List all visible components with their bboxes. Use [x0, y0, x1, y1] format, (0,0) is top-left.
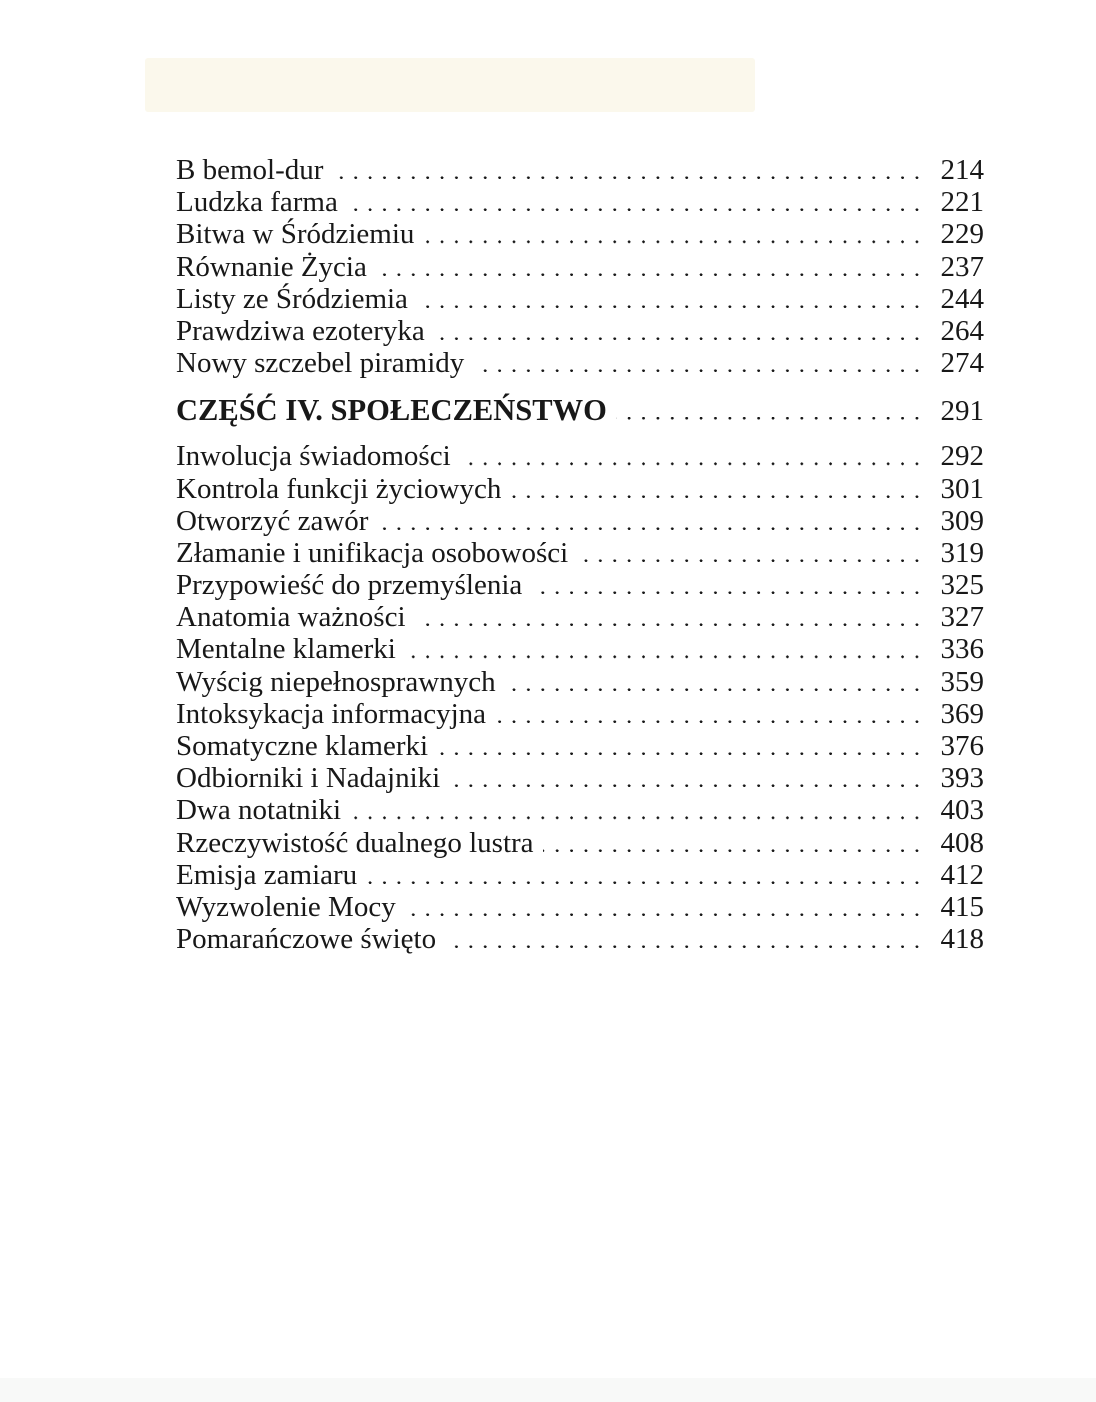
toc-entry-title: Pomarańczowe święto	[176, 923, 445, 955]
toc-entry-page-number: 291	[920, 394, 984, 428]
toc-entry-page-number: 319	[920, 537, 984, 569]
toc-entry-row	[176, 633, 984, 665]
toc-entry-page-number: 214	[920, 154, 984, 186]
toc-entry-title: Wyścig niepełnosprawnych	[176, 666, 505, 698]
toc-entry-row	[176, 505, 984, 537]
toc-entry-page-number: 393	[920, 762, 984, 794]
toc-entry-row	[176, 440, 984, 472]
toc-entry-title: Przypowieść do przemyślenia	[176, 569, 531, 601]
toc-entry-title: Mentalne klamerki	[176, 633, 405, 665]
toc-entry-page-number: 221	[920, 186, 984, 218]
toc-entry-title: Inwolucja świadomości	[176, 440, 460, 472]
toc-entry-row	[176, 730, 984, 762]
toc-entry-title: Kontrola funkcji życiowych	[176, 473, 510, 505]
toc-entry-page-number: 403	[920, 794, 984, 826]
toc-list	[176, 154, 984, 955]
toc-entry-row	[176, 537, 984, 569]
toc-entry-title: Listy ze Śródziemia	[176, 283, 417, 315]
toc-entry-page-number: 376	[920, 730, 984, 762]
toc-entry-page-number: 292	[920, 440, 984, 472]
toc-entry-page-number: 369	[920, 698, 984, 730]
toc-entry-row	[176, 569, 984, 601]
toc-entry-row	[176, 859, 984, 891]
toc-entry-row	[176, 762, 984, 794]
toc-entry-page-number: 274	[920, 347, 984, 379]
toc-entry-page-number: 301	[920, 473, 984, 505]
toc-entry-row	[176, 154, 984, 186]
toc-entry-page-number: 309	[920, 505, 984, 537]
toc-entry-page-number: 408	[920, 827, 984, 859]
toc-entry-row	[176, 891, 984, 923]
toc-entry-row	[176, 666, 984, 698]
toc-entry-title: Prawdziwa ezoteryka	[176, 315, 434, 347]
toc-entry-row	[176, 347, 984, 379]
scan-artifact-top	[145, 58, 755, 112]
toc-entry-row	[176, 251, 984, 283]
toc-entry-title: Wyzwolenie Mocy	[176, 891, 405, 923]
toc-entry-title: Anatomia ważności	[176, 601, 415, 633]
toc-entry-title: Odbiorniki i Nadajniki	[176, 762, 449, 794]
toc-entry-row	[176, 315, 984, 347]
toc-entry-page-number: 237	[920, 251, 984, 283]
toc-entry-title: Dwa notatniki	[176, 794, 350, 826]
toc-entry-title: Równanie Życia	[176, 251, 376, 283]
toc-entry-page-number: 325	[920, 569, 984, 601]
toc-entry-page-number: 229	[920, 218, 984, 250]
toc-entry-page-number: 415	[920, 891, 984, 923]
toc-entry-page-number: 264	[920, 315, 984, 347]
toc-entry-page-number: 418	[920, 923, 984, 955]
toc-entry-row	[176, 186, 984, 218]
toc-entry-title: Złamanie i unifikacja osobowości	[176, 537, 577, 569]
toc-entry-row	[176, 601, 984, 633]
toc-entry-row	[176, 827, 984, 859]
toc-entry-row	[176, 283, 984, 315]
toc-entry-row	[176, 473, 984, 505]
toc-entry-page-number: 412	[920, 859, 984, 891]
toc-entry-title: Ludzka farma	[176, 186, 347, 218]
toc-entry-title: Rzeczywistość dualnego lustra	[176, 827, 543, 859]
toc-entry-row	[176, 794, 984, 826]
toc-entry-title: Nowy szczebel piramidy	[176, 347, 473, 379]
toc-entry-row	[176, 923, 984, 955]
toc-entry-page-number: 336	[920, 633, 984, 665]
scan-artifact-bottom	[0, 1378, 1096, 1402]
toc-entry-page-number: 359	[920, 666, 984, 698]
toc-entry-title: Bitwa w Śródziemiu	[176, 218, 423, 250]
toc-entry-title: Somatyczne klamerki	[176, 730, 437, 762]
toc-entry-page-number: 327	[920, 601, 984, 633]
toc-section-heading-title: CZĘŚĆ IV. SPOŁECZEŃSTWO	[176, 393, 616, 427]
toc-entry-title: Otworzyć zawór	[176, 505, 377, 537]
toc-entry-row	[176, 218, 984, 250]
toc-entry-title: B bemol-dur	[176, 154, 332, 186]
toc-entry-row	[176, 698, 984, 730]
toc-entry-title: Emisja zamiaru	[176, 859, 366, 891]
toc-entry-title: Intoksykacja informacyjna	[176, 698, 495, 730]
toc-section-heading-row	[176, 393, 984, 427]
toc-entry-page-number: 244	[920, 283, 984, 315]
